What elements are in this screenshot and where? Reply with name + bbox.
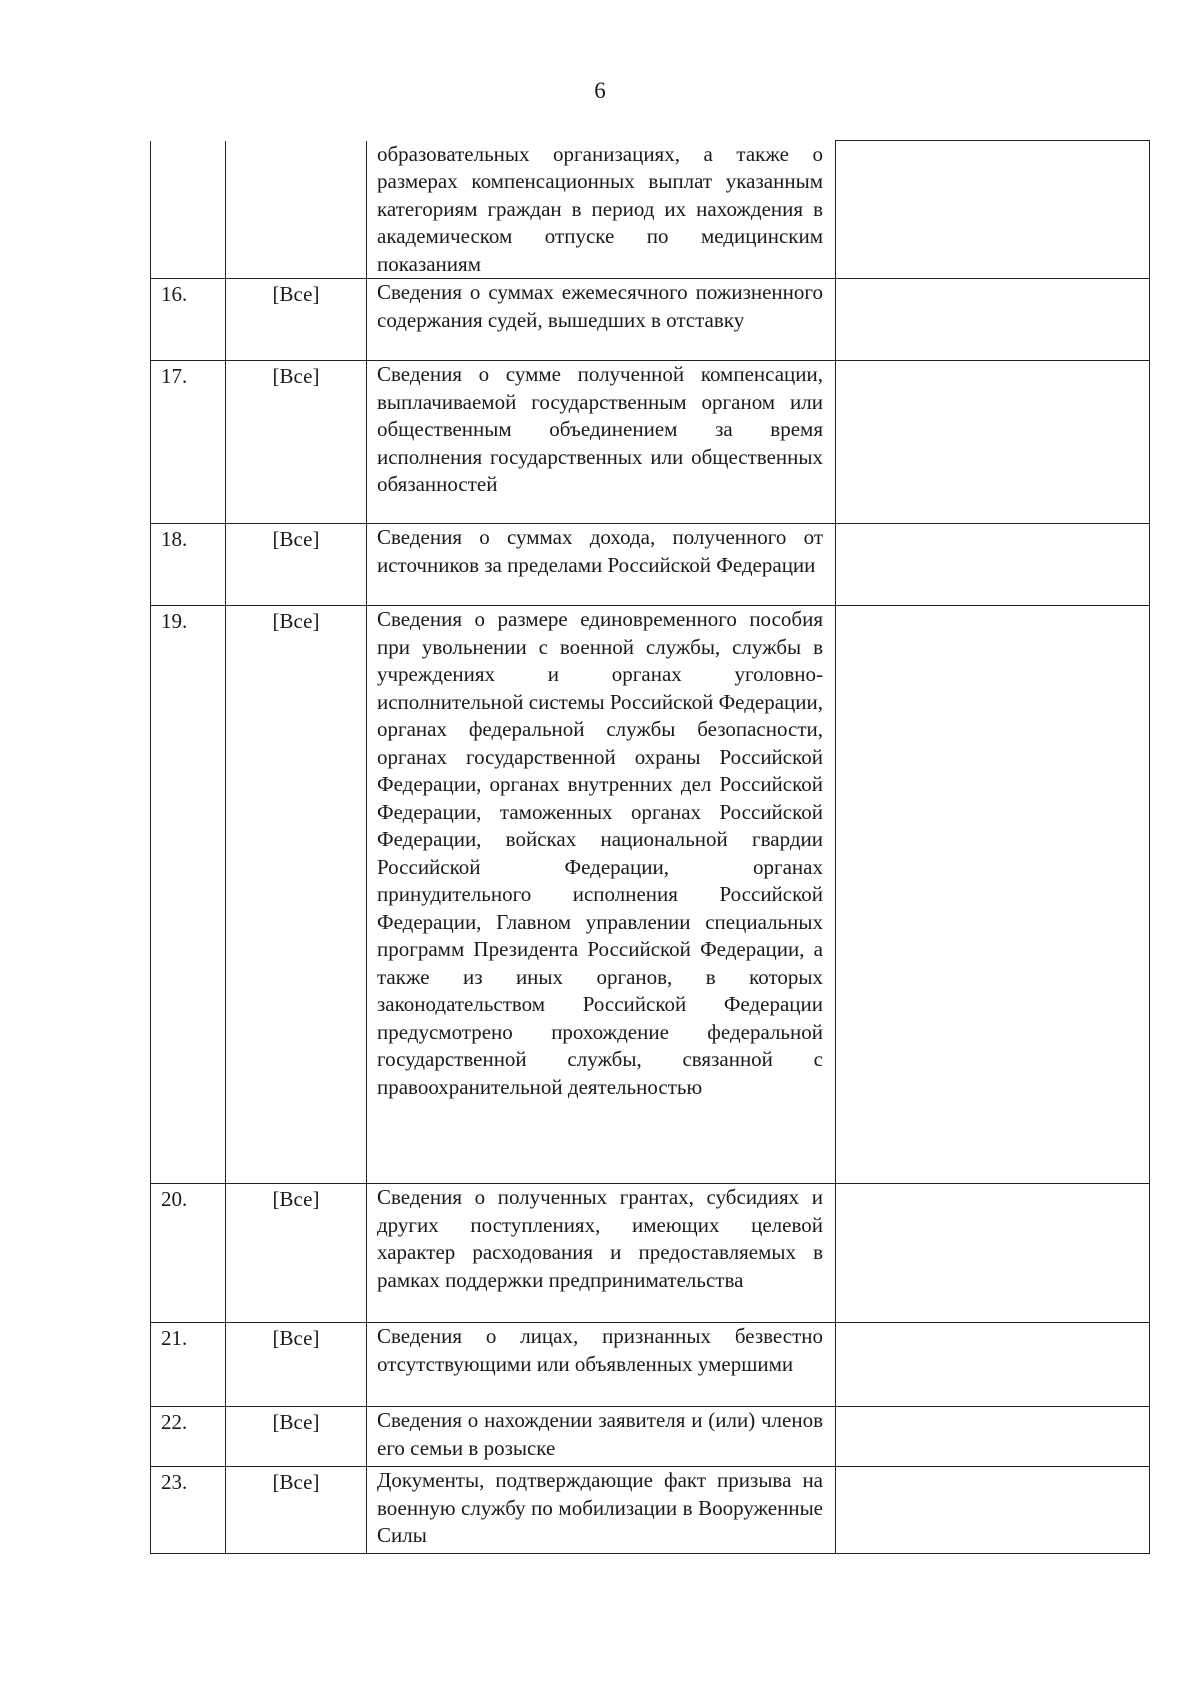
row-description: Сведения о нахождении заявителя и (или) членов его семьи в розыске [377,1408,823,1460]
row-description: Сведения о сумме полученной компенсации, выплачиваемой государственным органом или общественным объединением за время исполнения государственных или общественных обязанностей [377,362,823,496]
row-note [836,524,1150,606]
row-note [836,279,1150,361]
row-scope: [Все] [226,1467,367,1554]
row-note [836,1467,1150,1554]
row-scope: [Все] [226,606,367,1184]
row-number [151,141,226,279]
row-scope: [Все] [226,279,367,361]
table-row [151,1407,1150,1467]
documents-table [150,140,1150,1554]
row-description: Сведения о суммах ежемесячного пожизненного содержания судей, вышедших в отставку [377,280,823,332]
table-row [151,524,1150,606]
row-description: Документы, подтверждающие факт призыва на военную службу по мобилизации в Вооруженные Силы [377,1468,823,1547]
row-number: 16. [151,279,226,361]
page-number: 6 [594,78,606,103]
row-note [836,141,1150,279]
row-number: 21. [151,1323,226,1407]
table-row [151,361,1150,524]
row-note [836,361,1150,524]
row-number: 20. [151,1184,226,1323]
row-note [836,1407,1150,1467]
row-number: 23. [151,1467,226,1554]
row-scope: [Все] [226,1323,367,1407]
row-description: Сведения о размере единовременного пособия при увольнении с военной службы, службы в учреждениях и органах уголовно-исполнительной системы Российской Федерации, органах федеральной службы безопасности, органах государственной охраны Российской Федерации, органах внутренних дел Российской Федерации, таможенных органах Российской Федерации, войсках национальной гвардии Российской Федерации, органах принудительного исполнения Российской Федерации, Главном управлении специальных программ Президента Российской Федерации, а также из иных органов, в которых законодательством Российской Федерации предусмотрено прохождение федеральной государственной службы, связанной с правоохранительной деятельностью [377,607,823,1099]
row-note [836,1323,1150,1407]
table-row [151,1323,1150,1407]
table-row [151,1467,1150,1554]
row-description: Сведения о лицах, признанных безвестно отсутствующими или объявленных умершими [377,1324,823,1376]
table-row [151,1184,1150,1323]
row-number: 19. [151,606,226,1184]
row-description: Сведения о суммах дохода, полученного от источников за пределами Российской Федерации [377,525,823,577]
row-scope: [Все] [226,361,367,524]
row-description: Сведения о полученных грантах, субсидиях и других поступлениях, имеющих целевой характер расходования и предоставляемых в рамках поддержки предпринимательства [377,1185,823,1292]
row-scope: [Все] [226,1184,367,1323]
row-number: 22. [151,1407,226,1467]
table-row [151,279,1150,361]
row-scope [226,141,367,279]
row-note [836,1184,1150,1323]
row-number: 18. [151,524,226,606]
row-note [836,606,1150,1184]
table-row [151,606,1150,1184]
row-number: 17. [151,361,226,524]
row-scope: [Все] [226,1407,367,1467]
table-row [151,141,1150,279]
row-scope: [Все] [226,524,367,606]
row-description: образовательных организациях, а также о размерах компенсационных выплат указанным категориям граждан в период их нахождения в академическом отпуске по медицинским показаниям [377,141,823,276]
